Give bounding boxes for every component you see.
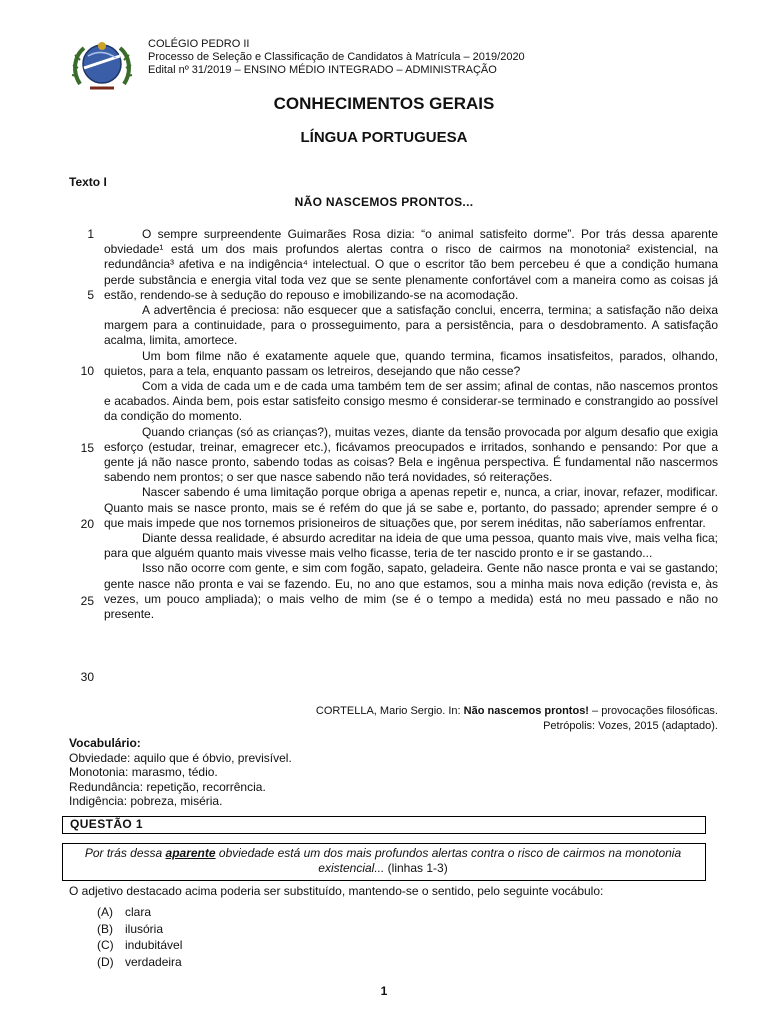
option-b[interactable] <box>97 921 182 938</box>
vocabulary-title: Vocabulário: <box>69 736 141 750</box>
answer-options <box>97 904 182 970</box>
quote-reference: (linhas 1-3) <box>384 861 448 875</box>
paragraph: Um bom filme não é exatamente aquele que, quando termina, ficamos insatisfeitos, parados, olhando, quietos, para a tela, enquanto passam os letreiros, desejando que não cesse? <box>104 348 718 378</box>
paragraph: Diante dessa realidade, é absurdo acreditar na ideia de que uma pessoa, quanto mais vive, mais velha fica; para que alguém quanto mais vivesse mais velho ficasse, teria de ter nascido pronto e ir se gastando... <box>104 531 718 561</box>
vocabulary-item: Monotonia: marasmo, tédio. <box>69 765 218 779</box>
vocabulary-item: Obviedade: aquilo que é óbvio, previsível. <box>69 750 292 765</box>
option-d[interactable] <box>97 954 182 971</box>
paragraph: Nascer sabendo é uma limitação porque obriga a apenas repetir e, nunca, a criar, inovar, refazer, modificar. Quanto mais se nasce pronto, mais se é refém do que já se sabe e, portanto, do passado; aprender sempre é o que mais impede que nos tornemos prisioneiros de situações que, por serem inéditas, não saberíamos enfrentar. <box>104 485 718 530</box>
question-label: QUESTÃO 1 <box>70 817 143 831</box>
line-number: 20 <box>80 517 94 531</box>
main-title: CONHECIMENTOS GERAIS <box>273 94 495 113</box>
paragraph: Quando crianças (só as crianças?), muitas vezes, diante da tensão provocada por algum desafio que exigia esforço (estudar, treinar, emagrecer etc.), ficávamos preocupados e irritados, sonhando e pensando: Por que a gente já não nasce pronto, sabendo todas as coisas? Bela e ingênua perspectiva. É fundamental não nascermos sabendo nem prontos; o ser que nasce sabendo não terá novidades, só reiterações. <box>104 424 718 485</box>
citation-subtitle: – provocações filosóficas. <box>588 705 718 717</box>
option-text: verdadeira <box>125 954 182 969</box>
vocabulary-item: Indigência: pobreza, miséria. <box>69 794 223 808</box>
option-a[interactable] <box>97 904 182 921</box>
texto-label: Texto I <box>69 175 107 189</box>
citation <box>316 704 718 734</box>
quote-post: obviedade está um dos mais profundos alertas contra o risco de cairmos na monotonia existencial... <box>215 846 682 875</box>
question-header-box <box>62 816 706 834</box>
sub-title: LÍNGUA PORTUGUESA <box>300 129 468 146</box>
page-number: 1 <box>380 984 388 998</box>
option-letter: (D) <box>97 954 114 969</box>
option-text: clara <box>125 905 152 919</box>
question-quote <box>62 846 704 876</box>
line-number: 30 <box>80 670 94 684</box>
header-line-3: Edital nº 31/2019 – ENSINO MÉDIO INTEGRADO – ADMINISTRAÇÃO <box>148 64 497 76</box>
text-title: NÃO NASCEMOS PRONTOS... <box>294 195 474 209</box>
citation-book: Não nascemos prontos! <box>463 705 589 717</box>
line-number: 1 <box>87 227 94 241</box>
citation-author: CORTELLA, Mario Sergio. In: <box>315 705 464 717</box>
option-text: indubitável <box>125 938 183 952</box>
vocabulary <box>69 736 292 809</box>
paragraph: Isso não ocorre com gente, e sim com fogão, sapato, geladeira. Gente não nasce pronta e vai se gastando; gente nasce não pronta e vai se fazendo. Eu, no ano que estamos, sou a minha mais nova edição (revista e, às vezes, um pouco ampliada); o mais velho de mim (se é o tempo a medida) está no meu passado e não no presente. <box>104 561 718 622</box>
paragraph: O sempre surpreendente Guimarães Rosa dizia: “o animal satisfeito dorme”. Por trás dessa aparente obviedade¹ está um dos mais profundos alertas contra o risco de cairmos na monotonia² existencial, na redundância³ afetiva e na indigência⁴ intelectual. O que o escritor tão bem percebeu é que a condição humana perde substância e energia vital toda vez que se sente plenamente confortável com a maneira como as coisas já estão, rendendo-se à sedução do repouso e imobilizando-se na acomodação. <box>104 227 718 302</box>
line-number: 10 <box>80 364 94 378</box>
school-crest-logo-icon <box>70 38 134 92</box>
line-number: 15 <box>80 441 94 455</box>
paragraph: Com a vida de cada um e de cada uma também tem de ser assim; afinal de contas, não nascemos prontos e acabados. Ainda bem, pois estar satisfeito consigo mesmo é considerar-se terminado e constrangido ao possível da condição do momento. <box>104 379 718 424</box>
option-text: ilusória <box>125 921 164 936</box>
text-body <box>104 227 718 622</box>
option-letter: (B) <box>97 921 113 936</box>
paragraph: A advertência é preciosa: não esquecer que a satisfação conclui, encerra, termina; a satisfação não deixa margem para a continuidade, para o prosseguimento, para a persistência, para o desdobramento. A satisfação acalma, limita, amortece. <box>104 303 718 348</box>
option-letter: (A) <box>97 905 113 919</box>
line-number: 5 <box>87 288 94 302</box>
header-line-1: COLÉGIO PEDRO II <box>148 38 250 50</box>
option-letter: (C) <box>97 938 114 952</box>
citation-publisher: Petrópolis: Vozes, 2015 (adaptado). <box>543 720 718 732</box>
line-number: 25 <box>80 594 94 608</box>
option-c[interactable] <box>97 937 182 954</box>
quote-highlighted-word: aparente <box>165 846 216 860</box>
header-institution <box>148 38 525 77</box>
question-prompt: O adjetivo destacado acima poderia ser substituído, mantendo-se o sentido, pelo seguinte vocábulo: <box>69 884 604 898</box>
quote-pre: Por trás dessa <box>84 846 166 860</box>
vocabulary-item: Redundância: repetição, recorrência. <box>69 779 266 794</box>
header-line-2: Processo de Seleção e Classificação de Candidatos à Matrícula – 2019/2020 <box>148 51 525 63</box>
